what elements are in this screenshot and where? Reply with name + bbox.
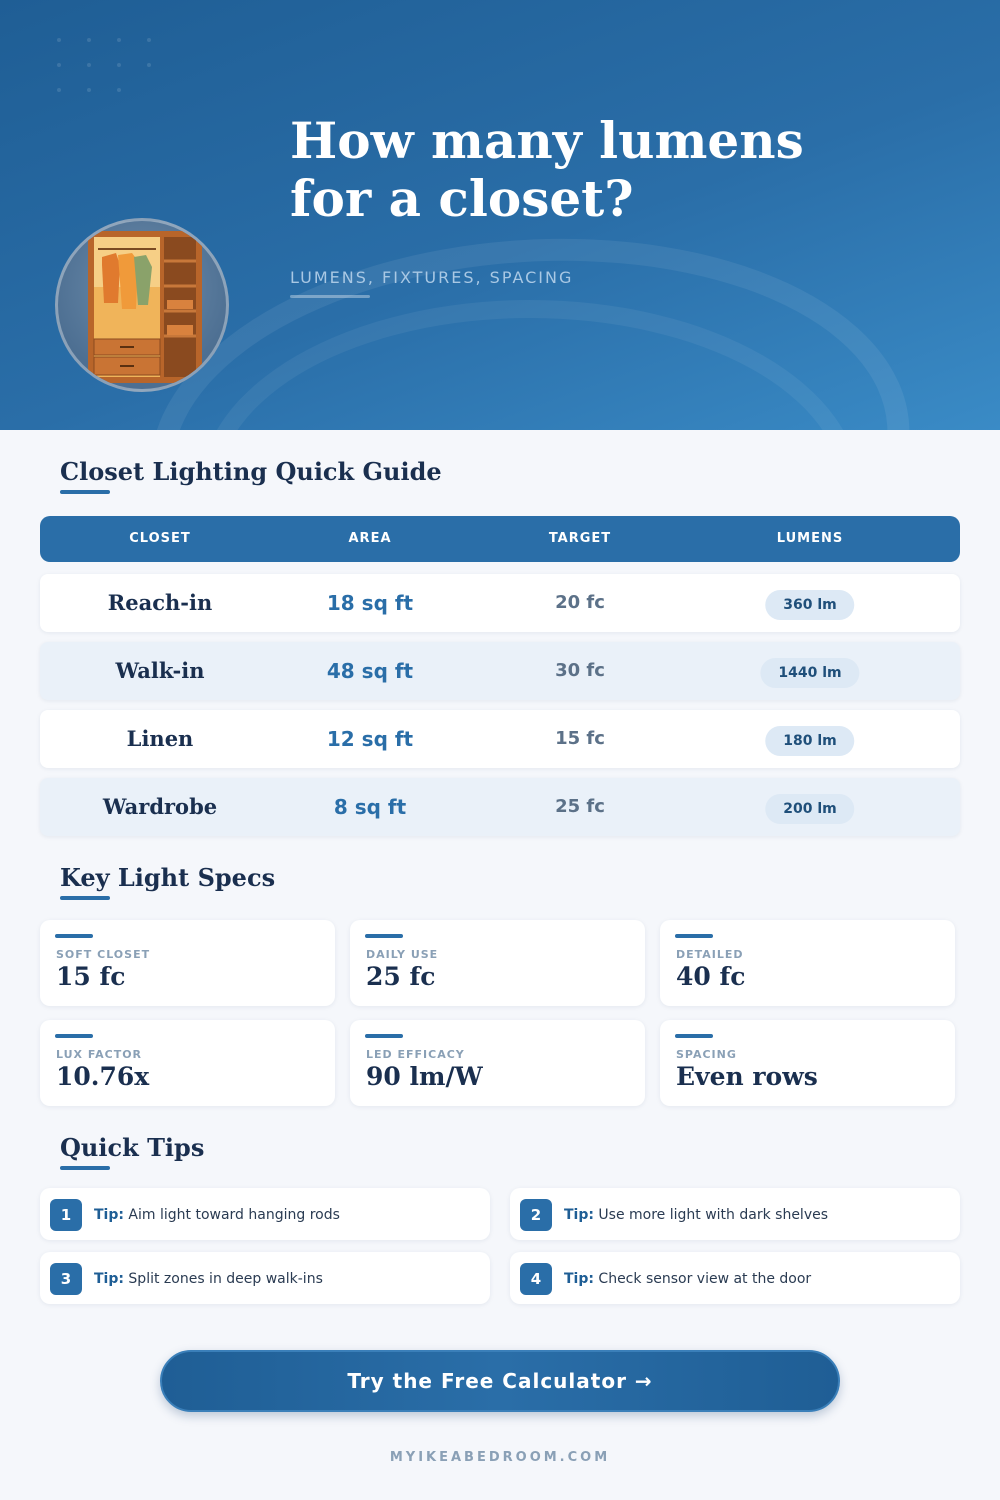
lumens-badge: 360 lm	[765, 590, 854, 620]
tip-text	[564, 1188, 828, 1242]
closet-area: 12 sq ft	[326, 727, 414, 751]
calculator-cta-button[interactable]: Try the Free Calculator →	[160, 1350, 840, 1412]
page-title	[290, 112, 910, 228]
hero-banner	[0, 0, 1000, 430]
spec-value: 10.76x	[56, 1062, 150, 1091]
column-header-area: AREA	[348, 531, 392, 546]
closet-name: Reach-in	[107, 590, 213, 615]
tip-body: Aim light toward hanging rods	[128, 1207, 340, 1223]
spec-value: 40 fc	[676, 962, 746, 991]
table-row	[40, 574, 960, 632]
tip-text	[564, 1252, 811, 1306]
spec-label: SPACING	[676, 1048, 737, 1061]
tip-text	[94, 1188, 340, 1242]
closet-name: Wardrobe	[102, 794, 218, 819]
tip-number: 3	[50, 1263, 82, 1295]
closet-target: 30 fc	[555, 660, 605, 681]
tip-item	[40, 1252, 490, 1304]
spec-card	[660, 1020, 955, 1106]
card-accent-bar	[365, 934, 403, 938]
spec-label: DETAILED	[676, 948, 744, 961]
lumens-badge: 180 lm	[765, 726, 854, 756]
closet-target: 15 fc	[555, 728, 605, 749]
tip-prefix: Tip:	[94, 1207, 124, 1223]
page-title-line-2: for a closet?	[290, 169, 634, 228]
decorative-dots	[52, 30, 162, 100]
spec-card	[660, 920, 955, 1006]
tip-body: Use more light with dark shelves	[598, 1207, 829, 1223]
spec-label: LED EFFICACY	[366, 1048, 465, 1061]
closet-area: 8 sq ft	[333, 795, 407, 819]
spec-label: LUX FACTOR	[56, 1048, 143, 1061]
page-title-line-1: How many lumens	[290, 111, 804, 170]
tip-number: 1	[50, 1199, 82, 1231]
footer-site-name: MYIKEABEDROOM.COM	[389, 1450, 611, 1465]
spec-value: Even rows	[676, 1062, 818, 1091]
tip-number: 2	[520, 1199, 552, 1231]
spec-card	[350, 920, 645, 1006]
tip-body: Check sensor view at the door	[598, 1271, 812, 1287]
guide-heading: Closet Lighting Quick Guide	[60, 457, 442, 486]
spec-value: 25 fc	[366, 962, 436, 991]
lumens-badge: 1440 lm	[760, 658, 859, 688]
spec-label: SOFT CLOSET	[56, 948, 151, 961]
spec-label: DAILY USE	[366, 948, 439, 961]
subtitle-underline	[290, 295, 370, 298]
tip-item	[510, 1252, 960, 1304]
card-accent-bar	[55, 934, 93, 938]
tip-number: 4	[520, 1263, 552, 1295]
tip-item	[510, 1188, 960, 1240]
spec-value: 90 lm/W	[366, 1062, 483, 1091]
tip-item	[40, 1188, 490, 1240]
tip-text	[94, 1252, 323, 1306]
page-subtitle: LUMENS, FIXTURES, SPACING	[290, 268, 574, 287]
specs-heading-underline	[60, 896, 110, 900]
closet-name: Linen	[126, 726, 194, 751]
closet-target: 20 fc	[555, 592, 605, 613]
card-accent-bar	[365, 1034, 403, 1038]
tips-heading-underline	[60, 1166, 110, 1170]
spec-card	[40, 920, 335, 1006]
tip-prefix: Tip:	[94, 1271, 124, 1287]
table-header	[40, 516, 960, 562]
table-row	[40, 778, 960, 836]
closet-target: 25 fc	[555, 796, 605, 817]
column-header-target: TARGET	[548, 531, 612, 546]
table-row	[40, 642, 960, 700]
guide-heading-underline	[60, 490, 110, 494]
closet-area: 48 sq ft	[326, 659, 414, 683]
spec-card	[40, 1020, 335, 1106]
card-accent-bar	[675, 934, 713, 938]
table-row	[40, 710, 960, 768]
card-accent-bar	[55, 1034, 93, 1038]
spec-card	[350, 1020, 645, 1106]
closet-name: Walk-in	[115, 658, 205, 683]
tip-body: Split zones in deep walk-ins	[128, 1271, 323, 1287]
closet-area: 18 sq ft	[326, 591, 414, 615]
column-header-closet: CLOSET	[129, 531, 191, 546]
spec-value: 15 fc	[56, 962, 126, 991]
tips-heading: Quick Tips	[60, 1133, 205, 1162]
lumens-badge: 200 lm	[765, 794, 854, 824]
card-accent-bar	[675, 1034, 713, 1038]
closet-illustration	[55, 218, 229, 392]
specs-heading: Key Light Specs	[60, 863, 276, 892]
tip-prefix: Tip:	[564, 1207, 594, 1223]
column-header-lumens: LUMENS	[776, 531, 844, 546]
tip-prefix: Tip:	[564, 1271, 594, 1287]
